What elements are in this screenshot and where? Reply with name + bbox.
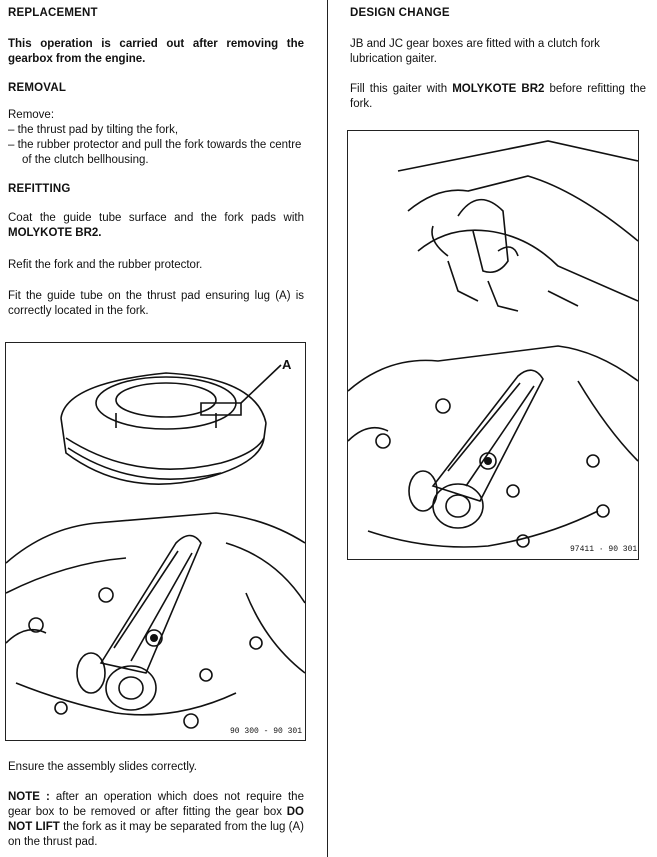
figure-ref-right: 97411 · 90 301 [570, 545, 638, 554]
refit-fork-text: Refit the fork and the rubber protector. [8, 259, 203, 271]
replacement-text: This operation is carried out after removing the gearbox from the engine. [8, 38, 304, 65]
design-change-heading: DESIGN CHANGE [350, 7, 450, 19]
remove-label: Remove: [8, 109, 55, 121]
thrust-pad-illustration-icon [6, 343, 305, 740]
thrust-pad-figure [5, 342, 306, 741]
figure-ref-left: 90 300 - 90 301 [230, 727, 303, 736]
refitting-heading: REFITTING [8, 183, 71, 195]
fill-gaiter-text: Fill this gaiter with MOLYKOTE BR2 before refitting the fork. [350, 83, 646, 110]
gaiter-illustration-icon [348, 131, 638, 559]
figure-callout-a: A [282, 357, 292, 372]
refit-guide-text: Fit the guide tube on the thrust pad ensuring lug (A) is correctly located in the fork. [8, 290, 304, 317]
removal-heading: REMOVAL [8, 82, 67, 94]
remove-item: – the thrust pad by tilting the fork, [8, 124, 179, 136]
replacement-heading: REPLACEMENT [8, 7, 98, 19]
remove-list [8, 123, 304, 168]
note-text: NOTE : after an operation which does not require the gear box to be removed or after fitting the gear box DO NOT LIFT the fork as it may be separated from the lug (A) on the thrust pad. [8, 791, 304, 848]
column-divider [327, 0, 328, 857]
refit-coat-text: Coat the guide tube surface and the fork pads with MOLYKOTE BR2. [8, 212, 304, 239]
design-change-text: JB and JC gear boxes are fitted with a clutch fork lubrication gaiter. [350, 38, 600, 65]
ensure-text: Ensure the assembly slides correctly. [8, 761, 197, 773]
remove-item: – the rubber protector and pull the fork towards the centre of the clutch bellhousing. [8, 139, 302, 166]
gaiter-figure [347, 130, 639, 560]
